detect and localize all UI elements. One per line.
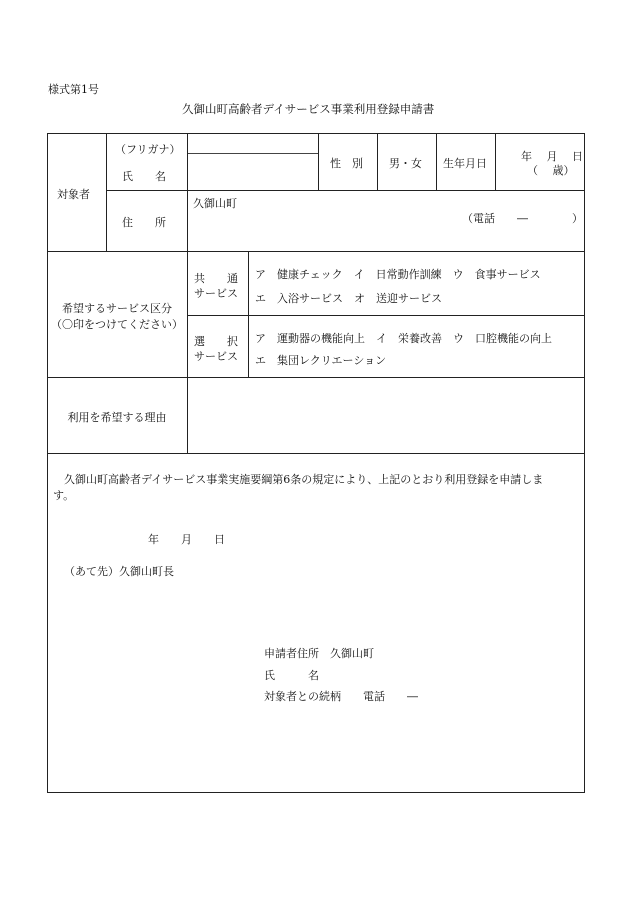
service-section-label: 希望するサービス区分: [62, 302, 172, 315]
declaration-text-line-2: す。: [53, 489, 75, 502]
relation-and-phone[interactable]: 対象者との続柄 電話 ―: [264, 690, 418, 703]
name-field[interactable]: [188, 155, 317, 189]
reason-label: 利用を希望する理由: [67, 411, 167, 424]
applicant-name[interactable]: 氏 名: [264, 669, 319, 682]
common-service-label: 共 通: [194, 272, 238, 285]
form-number: 様式第1号: [48, 83, 99, 96]
common-service-label-sub: サービス: [194, 287, 238, 300]
name-label: 氏 名: [122, 170, 166, 183]
select-service-options-1[interactable]: ア 運動器の機能向上 イ 栄養改善 ウ 口腔機能の向上: [255, 332, 552, 345]
applicant-address[interactable]: 申請者住所 久御山町: [264, 647, 374, 660]
select-service-options-2[interactable]: エ 集団レクリエーション: [255, 354, 387, 367]
addressee: （あて先）久御山町長: [64, 565, 174, 578]
form-title: 久御山町高齢者デイサービス事業利用登録申請書: [182, 102, 435, 116]
age-value[interactable]: （ 歳）: [527, 164, 575, 177]
gender-label: 性 別: [330, 157, 363, 170]
declaration-text-line-1: 久御山町高齢者デイサービス事業実施要綱第6条の規定により、上記のとおり利用登録を申請しま: [64, 473, 544, 486]
furigana-label: （フリガナ）: [115, 143, 181, 156]
address-label: 住 所: [122, 216, 166, 229]
application-date[interactable]: 年 月 日: [148, 533, 225, 546]
select-service-label-sub: サービス: [194, 350, 238, 363]
gender-options[interactable]: 男・女: [389, 157, 422, 170]
service-section-note: （〇印をつけてください）: [51, 318, 183, 331]
birthdate-value[interactable]: 年 月 日: [521, 150, 583, 163]
phone-value[interactable]: （電話 ― ）: [462, 212, 583, 225]
address-value[interactable]: 久御山町: [193, 197, 237, 210]
select-service-label: 選 択: [194, 335, 238, 348]
subject-section-label: 対象者: [57, 188, 90, 201]
furigana-field[interactable]: [188, 134, 317, 152]
common-service-options-1[interactable]: ア 健康チェック イ 日常動作訓練 ウ 食事サービス: [255, 268, 541, 281]
common-service-options-2[interactable]: エ 入浴サービス オ 送迎サービス: [255, 292, 442, 305]
birthdate-label: 生年月日: [443, 157, 487, 170]
reason-field[interactable]: [188, 378, 583, 452]
